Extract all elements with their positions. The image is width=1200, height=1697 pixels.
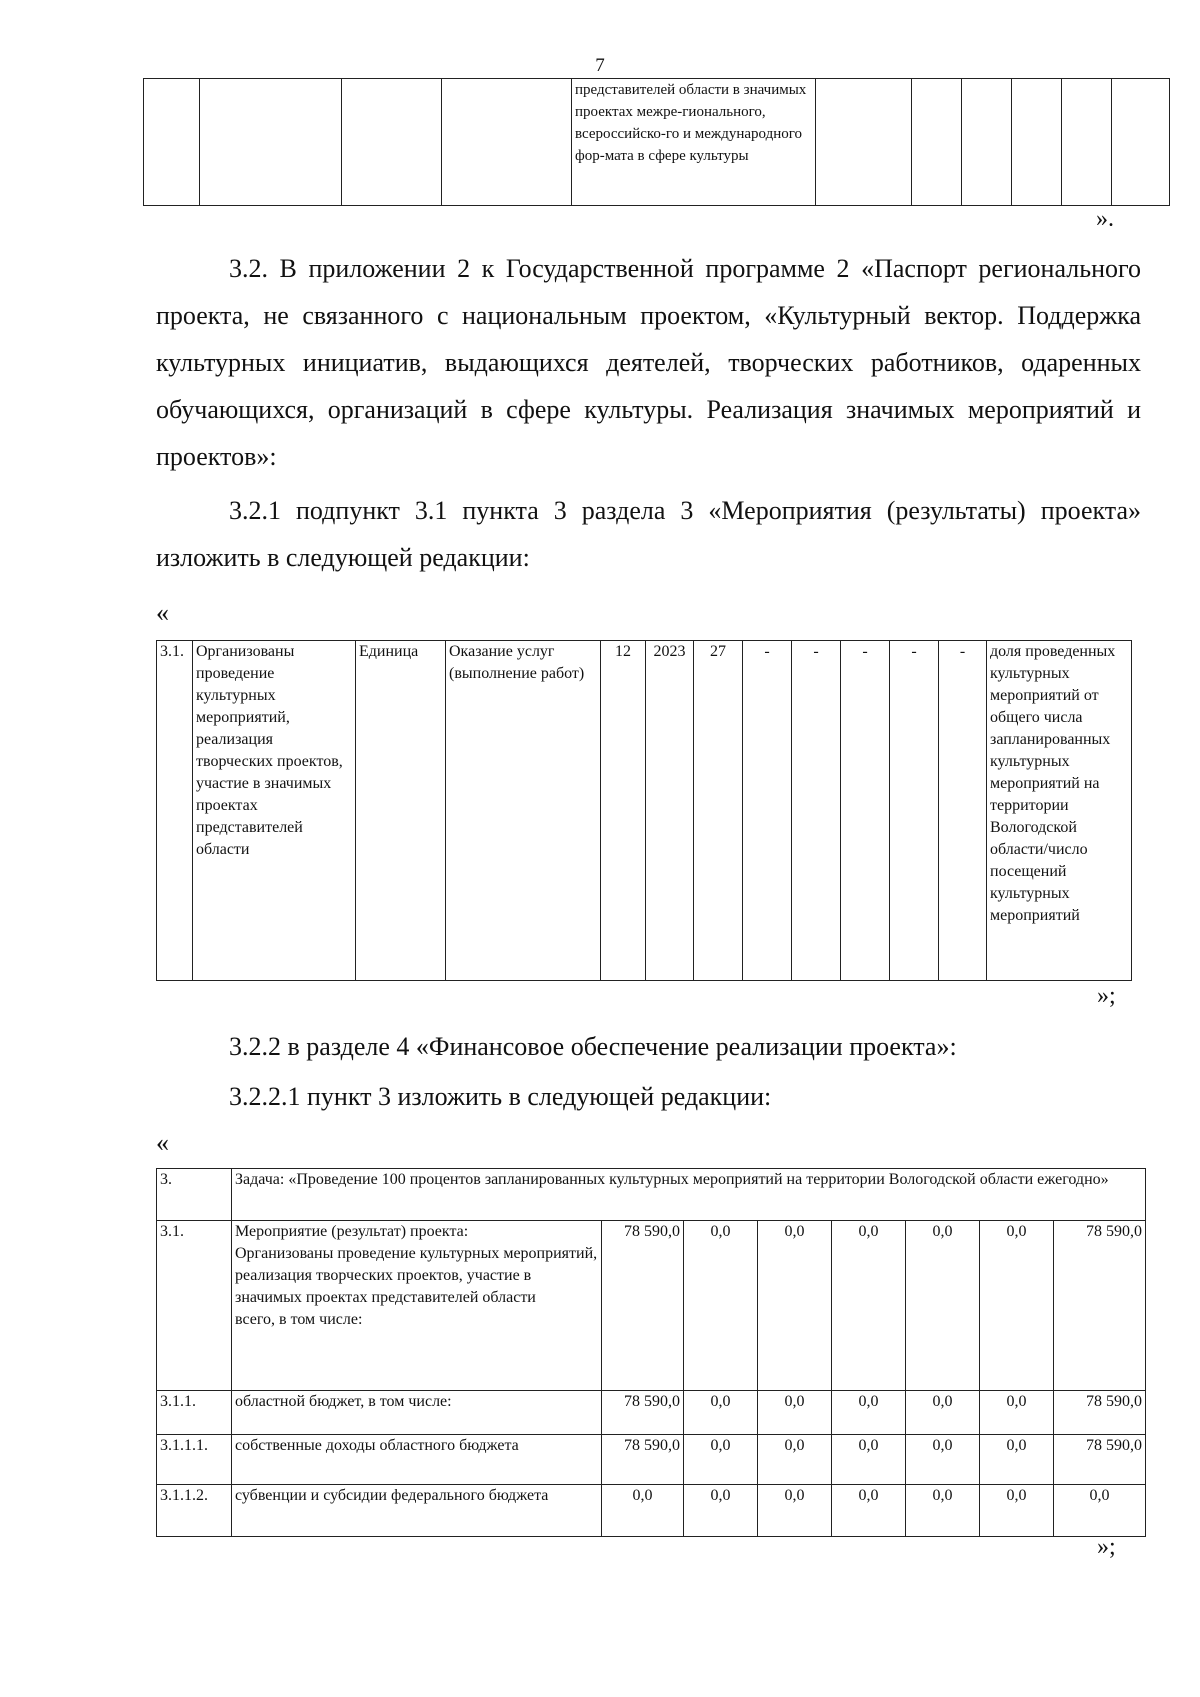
task-text: Задача: «Проведение 100 процентов запланированных культурных мероприятий на территории Вологодской области ежегодно» — [232, 1169, 1146, 1221]
task-number: 3. — [157, 1169, 232, 1221]
value-cell: 0,0 — [758, 1391, 832, 1435]
value-cell: 0,0 — [832, 1485, 906, 1537]
empty-cell — [342, 79, 442, 206]
row-label: собственные доходы областного бюджета — [232, 1435, 602, 1485]
value-cell: 0,0 — [758, 1485, 832, 1537]
table-row — [157, 1221, 1146, 1391]
value-cell: 0,0 — [980, 1485, 1054, 1537]
table-row — [157, 1391, 1146, 1435]
value-cell: 0,0 — [684, 1435, 758, 1485]
value-cell: 0,0 — [980, 1391, 1054, 1435]
measure-type: Оказание услуг (выполнение работ) — [446, 641, 601, 981]
value-cell: 78 590,0 — [1054, 1221, 1146, 1391]
row-number: 3.1. — [157, 1221, 232, 1391]
closing-quote: ». — [1096, 206, 1114, 232]
dash-cell: - — [939, 641, 987, 981]
closing-quote: »; — [1097, 983, 1116, 1009]
table-row — [157, 1485, 1146, 1537]
dash-cell: - — [841, 641, 890, 981]
value-2: 27 — [694, 641, 743, 981]
value-cell: 0,0 — [602, 1485, 684, 1537]
value-cell: 78 590,0 — [602, 1391, 684, 1435]
closing-quote: »; — [1097, 1534, 1116, 1560]
value-cell: 0,0 — [906, 1221, 980, 1391]
paragraph-3-2-2-1: 3.2.2.1 пункт 3 изложить в следующей редакции: — [229, 1082, 772, 1111]
opening-quote: « — [156, 598, 169, 627]
measure-name: Организованы проведение культурных мероприятий, реализация творческих проектов, участие в значимых проектах представителей области — [193, 641, 356, 981]
empty-cell — [912, 79, 962, 206]
unit: Единица — [356, 641, 446, 981]
indicator: доля проведенных культурных мероприятий от общего числа запланированных культурных мероприятий на территории Вологодской области/число посещений культурных мероприятий — [987, 641, 1132, 981]
page-number: 7 — [595, 55, 605, 76]
base-year: 2023 — [646, 641, 694, 981]
value-cell: 78 590,0 — [602, 1221, 684, 1391]
empty-cell — [962, 79, 1012, 206]
paragraph-3-2-2: 3.2.2 в разделе 4 «Финансовое обеспечение реализации проекта»: — [229, 1032, 957, 1061]
value-cell: 78 590,0 — [602, 1435, 684, 1485]
value-cell: 0,0 — [832, 1435, 906, 1485]
continuation-cell-text: представителей области в значимых проектах межре-гионального, всероссийско-го и международного фор-мата в сфере культуры — [572, 79, 816, 206]
row-label-description: Организованы проведение культурных мероприятий, реализация творческих проектов, участие в значимых проектах представителей области — [235, 1245, 598, 1306]
paragraph-3-2 — [156, 245, 1141, 480]
value-cell: 78 590,0 — [1054, 1435, 1146, 1485]
value-cell: 0,0 — [980, 1435, 1054, 1485]
paragraph-3-2-1-text: 3.2.1 подпункт 3.1 пункта 3 раздела 3 «Мероприятия (результаты) проекта» изложить в следующей редакции: — [156, 496, 1141, 572]
dash-cell: - — [890, 641, 939, 981]
value-cell: 0,0 — [980, 1221, 1054, 1391]
value-cell: 0,0 — [684, 1391, 758, 1435]
value-cell: 0,0 — [832, 1391, 906, 1435]
value-cell: 78 590,0 — [1054, 1391, 1146, 1435]
empty-cell — [144, 79, 200, 206]
opening-quote: « — [156, 1128, 169, 1157]
row-label-title: Мероприятие (результат) проекта: — [235, 1223, 469, 1240]
value-cell: 0,0 — [906, 1435, 980, 1485]
empty-cell — [442, 79, 572, 206]
empty-cell — [200, 79, 342, 206]
value-1: 12 — [601, 641, 646, 981]
continuation-table — [143, 78, 1170, 206]
dash-cell: - — [792, 641, 841, 981]
value-cell: 0,0 — [684, 1221, 758, 1391]
financing-table — [156, 1168, 1146, 1537]
table-row — [157, 1435, 1146, 1485]
paragraph-3-2-text: 3.2. В приложении 2 к Государственной программе 2 «Паспорт регионального проекта, не связанного с национальным проектом, «Культурный вектор. Поддержка культурных инициатив, выдающихся деятелей, творческих работников, одаренных обучающихся, организаций в сфере культуры. Реализация значимых мероприятий и проектов»: — [156, 254, 1141, 471]
empty-cell — [1062, 79, 1112, 206]
value-cell: 0,0 — [906, 1485, 980, 1537]
row-label — [232, 1221, 602, 1391]
value-cell: 0,0 — [684, 1485, 758, 1537]
dash-cell: - — [743, 641, 792, 981]
empty-cell — [1012, 79, 1062, 206]
row-label: областной бюджет, в том числе: — [232, 1391, 602, 1435]
row-number: 3.1.1.2. — [157, 1485, 232, 1537]
row-number: 3.1.1. — [157, 1391, 232, 1435]
value-cell: 0,0 — [1054, 1485, 1146, 1537]
row-number: 3.1. — [157, 641, 193, 981]
row-label-total: всего, в том числе: — [235, 1311, 363, 1328]
row-label: субвенции и субсидии федерального бюджета — [232, 1485, 602, 1537]
row-number: 3.1.1.1. — [157, 1435, 232, 1485]
value-cell: 0,0 — [832, 1221, 906, 1391]
value-cell: 0,0 — [758, 1221, 832, 1391]
value-cell: 0,0 — [758, 1435, 832, 1485]
empty-cell — [1112, 79, 1170, 206]
paragraph-3-2-1 — [156, 487, 1141, 581]
measures-table — [156, 640, 1132, 981]
value-cell: 0,0 — [906, 1391, 980, 1435]
empty-cell — [816, 79, 912, 206]
